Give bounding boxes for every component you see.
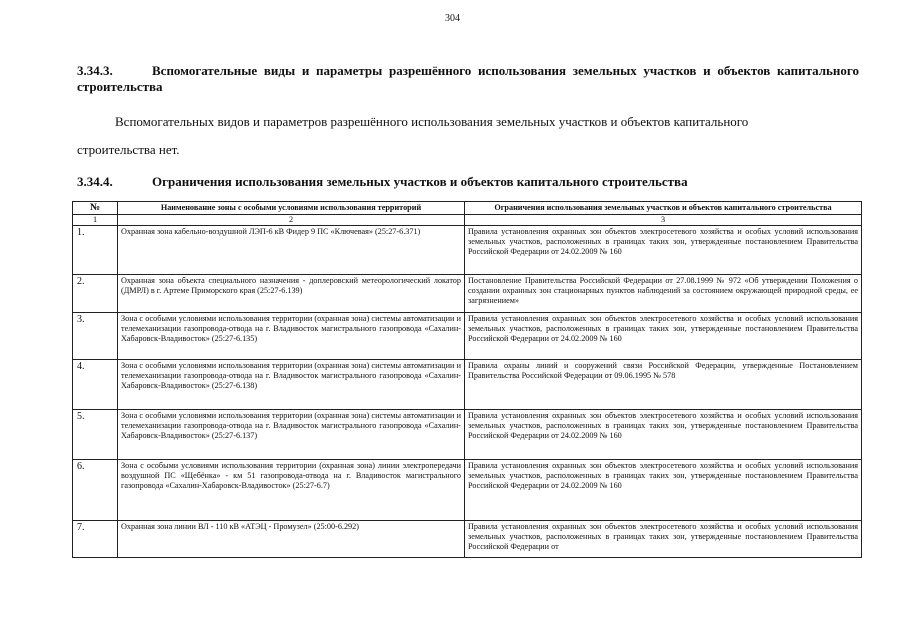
restriction-cell: Правила установления охранных зон объектов электросетевого хозяйства и особых условий использования земельных участков, расположенных в границах таких зон, утвержденные постановлением Правительства Российской Федерации от 24.02.2009 № 160 <box>465 410 862 460</box>
column-number: 2 <box>118 215 465 226</box>
restriction-cell: Правила установления охранных зон объектов электросетевого хозяйства и особых условий использования земельных участков, расположенных в границах таких зон, утвержденные постановлением Правительства Российской Федерации от <box>465 521 862 558</box>
table-row <box>73 360 862 410</box>
restriction-cell: Правила установления охранных зон объектов электросетевого хозяйства и особых условий использования земельных участков, расположенных в границах таких зон, утвержденные постановлением Правительства Российской Федерации от 24.02.2009 № 160 <box>465 226 862 275</box>
section-heading-3-34-4 <box>77 174 859 190</box>
section-title: Ограничения использования земельных участков и объектов капитального строительства <box>152 174 688 189</box>
zone-name-cell: Зона с особыми условиями использования территории (охранная зона) линии электропередачи воздушной ПС «Щебёнка» - км 51 газопровода-отвода на г. Владивосток магистрального газопровода «Сахалин-Хабаровск-Владивосток» (25:27-6.7) <box>118 460 465 521</box>
paragraph-line-1: Вспомогательных видов и параметров разрешённого использования земельных участков и объектов капитального <box>115 114 749 129</box>
section-number: 3.34.3. <box>77 63 113 78</box>
zone-name-cell: Охранная зона объекта специального назначения - доплеровский метеорологический локатор (ДМРЛ) в г. Артеме Приморского края (25:27-6.139) <box>118 275 465 313</box>
column-number: 1 <box>73 215 118 226</box>
row-number: 5. <box>73 410 118 460</box>
header-restrictions: Ограничения использования земельных участков и объектов капитального строительства <box>465 202 862 215</box>
section-title: Вспомогательные виды и параметры разрешённого использования земельных участков и объектов капитального строительства <box>77 63 859 94</box>
restriction-cell: Правила охраны линий и сооружений связи Российской Федерации, утвержденные Постановлением Правительства Российской Федерации от 09.06.1995 № 578 <box>465 360 862 410</box>
zone-name-cell: Зона с особыми условиями использования территории (охранная зона) системы автоматизации и телемеханизации газопровода-отвода на г. Владивосток магистрального газопровода «Сахалин-Хабаровск-Владивосток» (25:27-6.135) <box>118 313 465 360</box>
table-row <box>73 313 862 360</box>
column-numbers-row <box>73 215 862 226</box>
restriction-cell: Правила установления охранных зон объектов электросетевого хозяйства и особых условий использования земельных участков, расположенных в границах таких зон, утвержденные постановлением Правительства Российской Федерации от 24.02.2009 № 160 <box>465 460 862 521</box>
header-zone-name: Наименование зоны с особыми условиями использования территорий <box>118 202 465 215</box>
header-number: № <box>73 202 118 215</box>
restriction-cell: Правила установления охранных зон объектов электросетевого хозяйства и особых условий использования земельных участков, расположенных в границах таких зон, утвержденные постановлением Правительства Российской Федерации от 24.02.2009 № 160 <box>465 313 862 360</box>
column-number: 3 <box>465 215 862 226</box>
table-row <box>73 275 862 313</box>
zone-name-cell: Зона с особыми условиями использования территории (охранная зона) системы автоматизации и телемеханизации газопровода-отвода на г. Владивосток магистрального газопровода «Сахалин-Хабаровск-Владивосток» (25:27-6.138) <box>118 360 465 410</box>
section-number: 3.34.4. <box>77 174 113 189</box>
table-row <box>73 410 862 460</box>
paragraph-line-2: строительства нет. <box>77 142 180 157</box>
row-number: 6. <box>73 460 118 521</box>
zone-name-cell: Охранная зона линии ВЛ - 110 кВ «АТЭЦ - Промузел» (25:00-6.292) <box>118 521 465 558</box>
page-number: 304 <box>445 13 460 24</box>
row-number: 7. <box>73 521 118 558</box>
row-number: 3. <box>73 313 118 360</box>
zone-name-cell: Охранная зона кабельно-воздушной ЛЭП-6 кВ Фидер 9 ПС «Ключевая» (25:27-6.371) <box>118 226 465 275</box>
restriction-cell: Постановление Правительства Российской Федерации от 27.08.1999 № 972 «Об утверждении Положения о создании охранных зон стационарных пунктов наблюдений за состоянием окружающей природной среды, ее загрязнением» <box>465 275 862 313</box>
row-number: 4. <box>73 360 118 410</box>
row-number: 2. <box>73 275 118 313</box>
zone-name-cell: Зона с особыми условиями использования территории (охранная зона) системы автоматизации и телемеханизации газопровода-отвода на г. Владивосток магистрального газопровода «Сахалин-Хабаровск-Владивосток» (25:27-6.137) <box>118 410 465 460</box>
table-row <box>73 460 862 521</box>
row-number: 1. <box>73 226 118 275</box>
restrictions-table <box>72 201 862 558</box>
section-heading-3-34-3 <box>77 63 859 95</box>
table-row <box>73 521 862 558</box>
table-row <box>73 226 862 275</box>
table-header-row <box>73 202 862 215</box>
